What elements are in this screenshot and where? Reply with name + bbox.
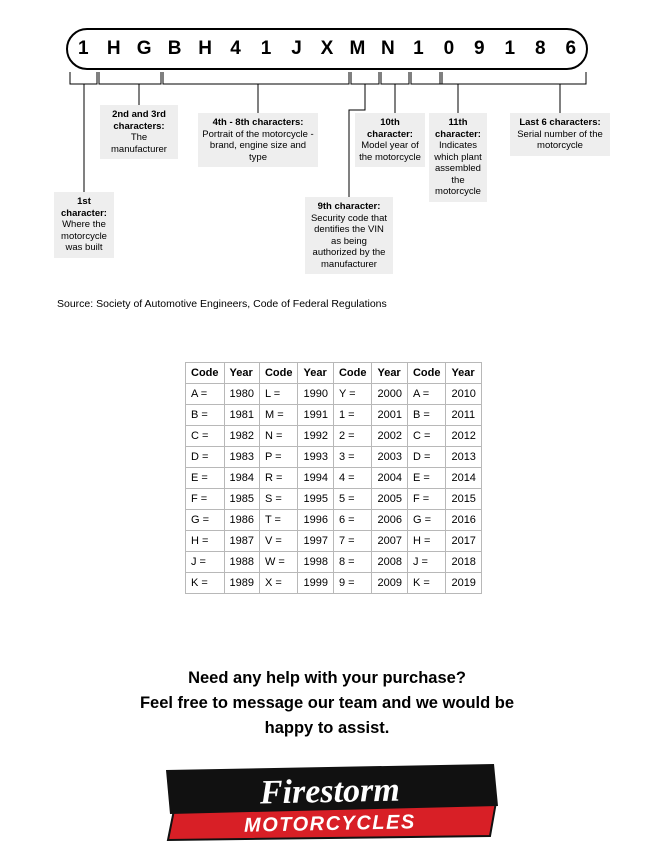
cell-code: T = — [259, 510, 298, 531]
callout-body: Serial number of the motorcycle — [517, 128, 603, 151]
cell-code: 9 = — [333, 573, 372, 594]
callout-first-character — [54, 192, 114, 258]
vin-char: 9 — [474, 38, 485, 59]
callout-title: 11th character: — [435, 117, 481, 140]
column-header: Code — [186, 363, 225, 384]
cell-code: R = — [259, 468, 298, 489]
cell-code: 7 = — [333, 531, 372, 552]
cell-code: N = — [259, 426, 298, 447]
help-line-3: happy to assist. — [264, 719, 390, 737]
firestorm-motorcycles-logo — [160, 762, 500, 844]
callout-body: Portrait of the motorcycle - brand, engine size and type — [202, 128, 314, 163]
year-code-table-wrapper — [185, 362, 482, 594]
cell-code: F = — [186, 489, 225, 510]
cell-code: A = — [186, 384, 225, 405]
cell-year: 1997 — [298, 531, 333, 552]
cell-code: 2 = — [333, 426, 372, 447]
column-header: Year — [372, 363, 407, 384]
cell-year: 1991 — [298, 405, 333, 426]
callout-title: 1st character: — [61, 196, 107, 219]
cell-year: 1992 — [298, 426, 333, 447]
year-code-table — [185, 362, 482, 594]
cell-year: 1983 — [224, 447, 259, 468]
cell-year: 1990 — [298, 384, 333, 405]
cell-year: 1982 — [224, 426, 259, 447]
cell-year: 2015 — [446, 489, 481, 510]
vin-number-bar — [66, 28, 588, 70]
table-row — [186, 573, 482, 594]
table-row — [186, 489, 482, 510]
callout-tenth-character — [355, 113, 425, 167]
cell-year: 2009 — [372, 573, 407, 594]
callout-title: Last 6 characters: — [519, 117, 601, 128]
table-row — [186, 384, 482, 405]
table-row — [186, 468, 482, 489]
cell-code: D = — [407, 447, 446, 468]
vin-char: G — [136, 38, 152, 59]
vin-char: 1 — [413, 38, 424, 59]
cell-code: L = — [259, 384, 298, 405]
vin-char: 4 — [230, 38, 241, 59]
cell-code: A = — [407, 384, 446, 405]
cell-code: X = — [259, 573, 298, 594]
cell-year: 2008 — [372, 552, 407, 573]
help-line-2: Feel free to message our team and we would be — [139, 694, 515, 712]
vin-char: H — [106, 38, 121, 59]
vin-char: B — [167, 38, 182, 59]
cell-year: 2001 — [372, 405, 407, 426]
help-message — [0, 666, 654, 741]
vin-char: 1 — [504, 38, 516, 59]
table-row — [186, 405, 482, 426]
cell-year: 1999 — [298, 573, 333, 594]
callout-body: The manufacturer — [111, 132, 167, 155]
cell-code: Y = — [333, 384, 372, 405]
cell-code: G = — [407, 510, 446, 531]
vin-char: 0 — [443, 38, 455, 59]
cell-year: 2017 — [446, 531, 481, 552]
cell-year: 2000 — [372, 384, 407, 405]
cell-code: 4 = — [333, 468, 372, 489]
vin-char: 1 — [260, 38, 272, 59]
cell-year: 1994 — [298, 468, 333, 489]
cell-code: M = — [259, 405, 298, 426]
cell-year: 1985 — [224, 489, 259, 510]
cell-year: 2005 — [372, 489, 407, 510]
vin-diagram — [0, 0, 654, 300]
cell-year: 2019 — [446, 573, 481, 594]
cell-code: C = — [186, 426, 225, 447]
cell-code: 6 = — [333, 510, 372, 531]
cell-year: 2003 — [372, 447, 407, 468]
cell-code: K = — [407, 573, 446, 594]
cell-year: 1995 — [298, 489, 333, 510]
cell-code: B = — [407, 405, 446, 426]
logo-primary-text: Firestorm — [259, 771, 401, 812]
logo-graphic — [160, 762, 500, 844]
callout-body: Security code that dentifies the VIN as being authorized by the manufacturer — [310, 212, 388, 270]
logo-secondary-text: MOTORCYCLES — [243, 811, 416, 837]
cell-code: J = — [186, 552, 225, 573]
cell-year: 2016 — [446, 510, 481, 531]
column-header: Code — [259, 363, 298, 384]
callout-second-third-characters — [100, 105, 178, 159]
cell-year: 1987 — [224, 531, 259, 552]
vin-char: 6 — [565, 38, 577, 59]
source-note: Source: Society of Automotive Engineers, Code of Federal Regulations — [57, 298, 387, 310]
cell-code: J = — [407, 552, 446, 573]
cell-code: 1 = — [333, 405, 372, 426]
callout-body: Indicates which plant assembled the motorcycle — [434, 140, 482, 197]
cell-code: V = — [259, 531, 298, 552]
cell-year: 1981 — [224, 405, 259, 426]
cell-code: D = — [186, 447, 225, 468]
callout-title: 4th - 8th characters: — [212, 117, 304, 128]
table-row — [186, 447, 482, 468]
vin-char: N — [381, 38, 395, 59]
table-row — [186, 510, 482, 531]
vin-char: 1 — [77, 38, 89, 59]
cell-year: 2014 — [446, 468, 481, 489]
cell-code: W = — [259, 552, 298, 573]
cell-year: 2011 — [446, 405, 481, 426]
callout-title: 9th character: — [317, 201, 381, 212]
vin-char: J — [291, 38, 302, 59]
cell-code: S = — [259, 489, 298, 510]
cell-code: B = — [186, 405, 225, 426]
cell-year: 2004 — [372, 468, 407, 489]
vin-char: X — [320, 38, 334, 59]
column-header: Year — [298, 363, 333, 384]
cell-year: 2002 — [372, 426, 407, 447]
cell-code: E = — [407, 468, 446, 489]
cell-year: 2018 — [446, 552, 481, 573]
column-header: Year — [446, 363, 481, 384]
cell-code: G = — [186, 510, 225, 531]
cell-year: 1996 — [298, 510, 333, 531]
cell-code: 5 = — [333, 489, 372, 510]
callout-fourth-eighth-characters — [198, 113, 318, 167]
cell-code: 8 = — [333, 552, 372, 573]
cell-code: C = — [407, 426, 446, 447]
callout-title: 2nd and 3rd characters: — [112, 109, 166, 132]
callout-ninth-character — [305, 197, 393, 274]
callout-body: Where the motorcycle was built — [61, 219, 107, 253]
cell-code: K = — [186, 573, 225, 594]
vin-char: M — [349, 38, 366, 59]
cell-code: E = — [186, 468, 225, 489]
cell-code: 3 = — [333, 447, 372, 468]
cell-year: 1988 — [224, 552, 259, 573]
column-header: Code — [407, 363, 446, 384]
cell-code: P = — [259, 447, 298, 468]
table-row — [186, 426, 482, 447]
cell-code: H = — [407, 531, 446, 552]
cell-year: 1993 — [298, 447, 333, 468]
cell-year: 1980 — [224, 384, 259, 405]
callout-eleventh-character — [429, 113, 487, 202]
cell-year: 1989 — [224, 573, 259, 594]
cell-year: 2013 — [446, 447, 481, 468]
cell-year: 2010 — [446, 384, 481, 405]
cell-year: 1984 — [224, 468, 259, 489]
column-header: Year — [224, 363, 259, 384]
column-header: Code — [333, 363, 372, 384]
cell-year: 2012 — [446, 426, 481, 447]
cell-year: 1986 — [224, 510, 259, 531]
callout-title: 10th character: — [367, 117, 413, 140]
callout-body: Model year of the motorcycle — [359, 140, 421, 163]
cell-year: 1998 — [298, 552, 333, 573]
help-line-1: Need any help with your purchase? — [188, 669, 466, 687]
cell-year: 2006 — [372, 510, 407, 531]
cell-code: H = — [186, 531, 225, 552]
cell-year: 2007 — [372, 531, 407, 552]
table-header-row — [186, 363, 482, 384]
callout-last-six-characters — [510, 113, 610, 156]
cell-code: F = — [407, 489, 446, 510]
table-row — [186, 552, 482, 573]
vin-char: H — [198, 38, 212, 59]
vin-char: 8 — [534, 38, 546, 59]
table-row — [186, 531, 482, 552]
